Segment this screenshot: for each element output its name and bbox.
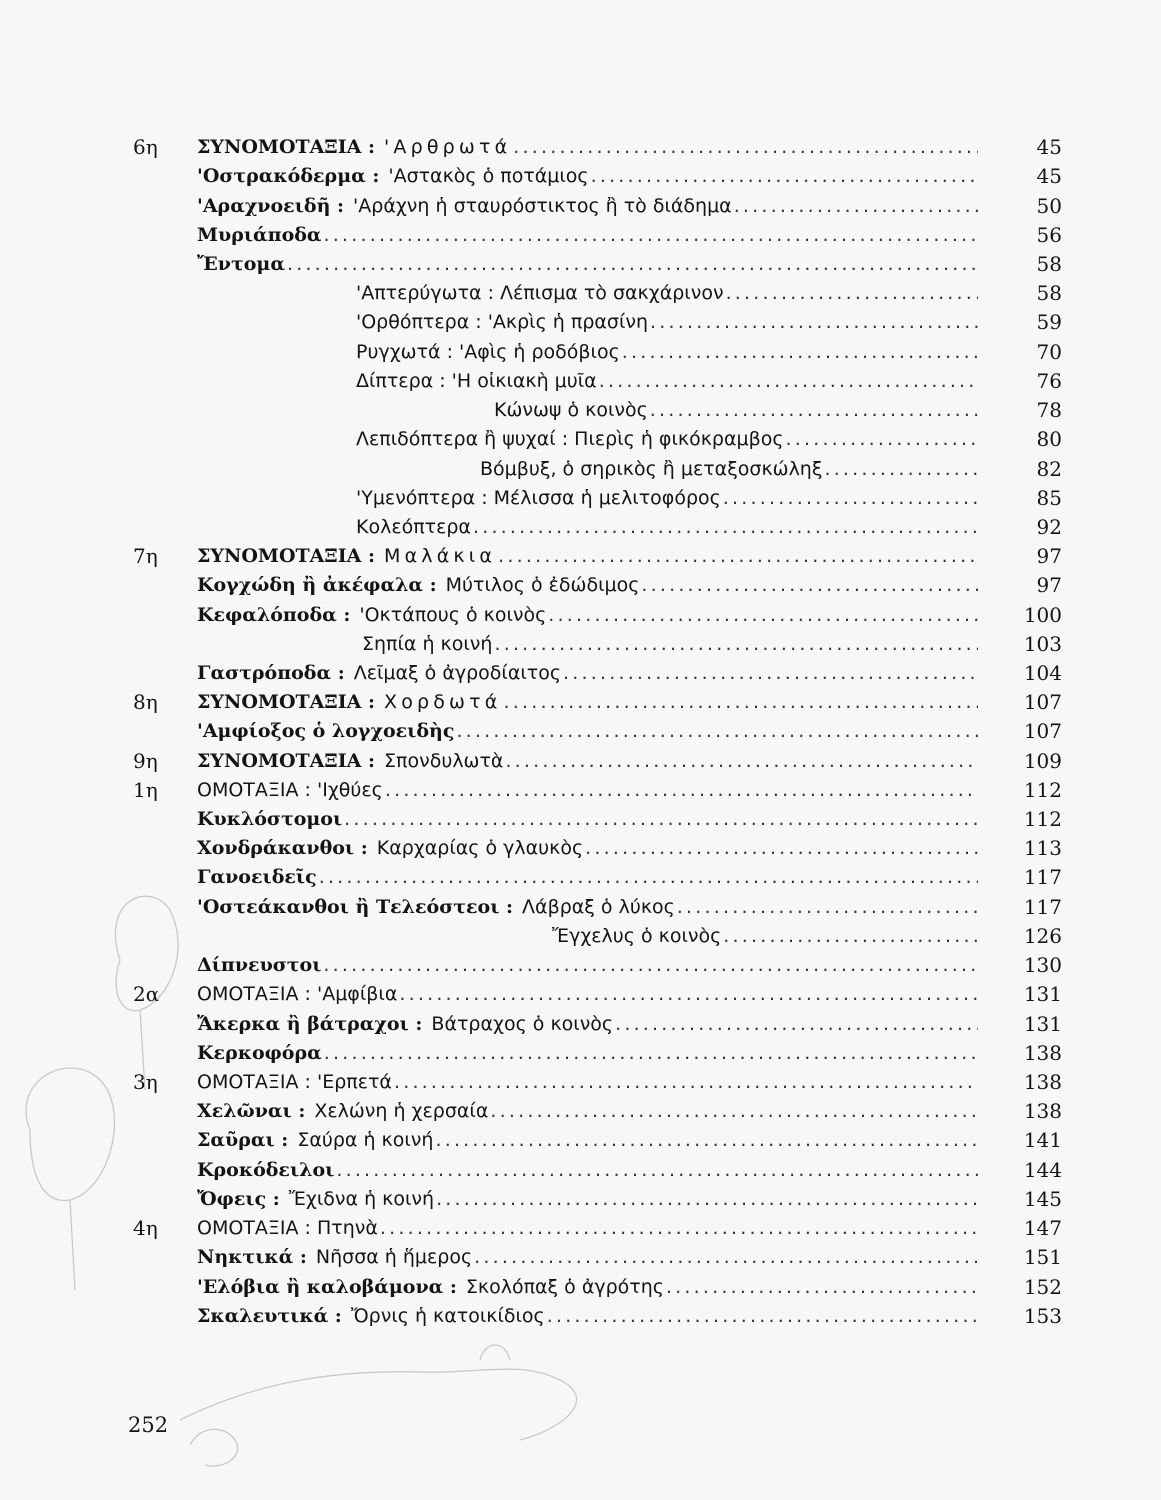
dot-leader xyxy=(385,776,978,805)
toc-entry xyxy=(0,1273,1161,1302)
entry-title xyxy=(197,162,978,191)
dot-leader xyxy=(344,805,978,834)
page-ref: 45 xyxy=(1036,135,1062,159)
page-ref: 45 xyxy=(1036,164,1062,188)
page-ref: 113 xyxy=(1023,836,1062,860)
dot-leader xyxy=(456,717,978,746)
entry-title xyxy=(356,484,978,513)
entry-heading: Γανοειδεῖς xyxy=(197,866,317,888)
entry-heading: Κυκλόστομοι xyxy=(197,808,343,830)
dot-leader xyxy=(380,1214,978,1243)
entry-heading: 'Οστρακόδερμα : xyxy=(197,165,380,187)
toc-entry xyxy=(0,1068,1161,1097)
entry-title xyxy=(197,133,978,162)
section-number: 1η xyxy=(133,778,158,802)
dot-leader xyxy=(473,513,978,542)
page-ref: 97 xyxy=(1036,573,1062,597)
entry-text: Μαλάκια xyxy=(384,545,497,567)
page-ref: 50 xyxy=(1036,194,1062,218)
page-ref: 85 xyxy=(1036,486,1062,510)
entry-text: Λάβραξ ὁ λύκος xyxy=(522,896,675,918)
dot-leader xyxy=(585,834,978,863)
dot-leader xyxy=(824,455,978,484)
entry-text: Ὄρνις ἡ κατοικίδιος xyxy=(350,1305,545,1327)
page-ref: 59 xyxy=(1036,310,1062,334)
entry-text: ΟΜΟΤΑΞΙΑ : 'Ιχθύες xyxy=(197,779,383,801)
entry-title xyxy=(356,425,978,454)
entry-text: Βόμβυξ, ὁ σηρικὸς ἢ μεταξοσκώληξ xyxy=(480,458,823,480)
page-ref: 104 xyxy=(1023,661,1062,685)
dot-leader xyxy=(474,1243,978,1272)
entry-text: Λεῖμαξ ὁ ἀγροδίαιτος xyxy=(353,662,562,684)
entry-heading: ΣΥΝΟΜΟΤΑΞΙΑ : xyxy=(197,750,376,772)
entry-title xyxy=(197,893,978,922)
entry-heading: Σκαλευτικά : xyxy=(197,1305,342,1327)
page-ref: 152 xyxy=(1023,1275,1062,1299)
entry-title xyxy=(552,922,978,951)
entry-text: 'Αρθρωτά xyxy=(384,136,512,158)
entry-heading: Ὄφεις : xyxy=(197,1188,280,1210)
dot-leader xyxy=(563,659,978,688)
entry-heading: Ἔντομα xyxy=(197,253,285,275)
entry-heading: Κερκοφόρα xyxy=(197,1042,322,1064)
entry-title xyxy=(197,571,978,600)
toc-entry xyxy=(0,980,1161,1009)
dot-leader xyxy=(505,747,978,776)
entry-title xyxy=(197,776,978,805)
entry-heading: Χελῶναι : xyxy=(197,1100,306,1122)
entry-title xyxy=(197,863,978,892)
toc-entry xyxy=(0,747,1161,776)
entry-text: ΟΜΟΤΑΞΙΑ : 'Ερπετά xyxy=(197,1071,392,1093)
entry-text: Δίπτερα : 'Η οἰκιακὴ μυῖα xyxy=(356,370,597,392)
toc-entry xyxy=(0,805,1161,834)
entry-title xyxy=(197,1156,978,1185)
entry-text: ΟΜΟΤΑΞΙΑ : Πτηνὰ xyxy=(197,1217,378,1239)
entry-text: 'Οκτάπους ὁ κοινὸς xyxy=(359,604,547,626)
entry-text: Ρυγχωτά : 'Αφὶς ἡ ροδόβιος xyxy=(356,341,620,363)
entry-heading: 'Αραχνοειδῆ : xyxy=(197,195,345,217)
dot-leader xyxy=(435,1126,978,1155)
entry-heading: Νηκτικά : xyxy=(197,1246,307,1268)
toc-entry xyxy=(0,542,1161,571)
toc-entry xyxy=(0,367,1161,396)
dot-leader xyxy=(785,425,978,454)
toc-entry xyxy=(0,834,1161,863)
page-ref: 117 xyxy=(1023,865,1062,889)
toc-entry xyxy=(0,717,1161,746)
entry-heading: 'Αμφίοξος ὁ λογχοειδὴς xyxy=(197,720,455,742)
page-ref: 126 xyxy=(1023,924,1062,948)
entry-heading: 'Ελόβια ἢ καλοβάμονα : xyxy=(197,1276,457,1298)
dot-leader xyxy=(503,688,978,717)
page-ref: 78 xyxy=(1036,398,1062,422)
page-ref: 82 xyxy=(1036,457,1062,481)
entry-title xyxy=(362,630,978,659)
entry-heading: Κογχώδη ἢ ἀκέφαλα : xyxy=(197,574,437,596)
dot-leader xyxy=(734,192,978,221)
entry-title xyxy=(197,250,978,279)
toc-entry xyxy=(0,659,1161,688)
entry-heading: Χονδράκανθοι : xyxy=(197,837,368,859)
toc-entry xyxy=(0,630,1161,659)
page-ref: 109 xyxy=(1023,749,1062,773)
toc-entry xyxy=(0,455,1161,484)
entry-text: Σηπία ἡ κοινή xyxy=(362,633,493,655)
entry-title xyxy=(197,601,978,630)
entry-title xyxy=(197,980,978,1009)
page-ref: 76 xyxy=(1036,369,1062,393)
dot-leader xyxy=(723,484,978,513)
dot-leader xyxy=(666,1273,978,1302)
toc-entry xyxy=(0,425,1161,454)
dot-leader xyxy=(650,308,978,337)
page-ref: 58 xyxy=(1036,281,1062,305)
dot-leader xyxy=(323,951,978,980)
page-ref: 117 xyxy=(1023,895,1062,919)
dot-leader xyxy=(287,250,978,279)
dot-leader xyxy=(599,367,978,396)
entry-heading: Σαῦραι : xyxy=(197,1129,289,1151)
entry-heading: Δίπνευστοι xyxy=(197,954,322,976)
toc-entry xyxy=(0,1243,1161,1272)
entry-heading: Ἄκερκα ἢ βάτραχοι : xyxy=(197,1013,423,1035)
dot-leader xyxy=(394,1068,978,1097)
entry-text: 'Αστακὸς ὁ ποτάμιος xyxy=(388,165,589,187)
entry-heading: ΣΥΝΟΜΟΤΑΞΙΑ : xyxy=(197,545,376,567)
entry-text: 'Απτερύγωτα : Λέπισμα τὸ σακχάρινον xyxy=(356,282,724,304)
toc-entry xyxy=(0,396,1161,425)
entry-heading: Κεφαλόποδα : xyxy=(197,604,351,626)
toc-entry xyxy=(0,1126,1161,1155)
entry-text: Μύτιλος ὁ ἐδώδιμος xyxy=(445,574,640,596)
section-number: 7η xyxy=(133,544,158,568)
toc-entry xyxy=(0,688,1161,717)
dot-leader xyxy=(622,338,978,367)
entry-heading: ΣΥΝΟΜΟΤΑΞΙΑ : xyxy=(197,691,376,713)
dot-leader xyxy=(723,922,978,951)
page-ref: 70 xyxy=(1036,340,1062,364)
entry-title xyxy=(197,1097,978,1126)
toc-entry xyxy=(0,1302,1161,1331)
entry-title xyxy=(197,1068,978,1097)
section-number: 3η xyxy=(133,1070,158,1094)
page-ref: 131 xyxy=(1023,982,1062,1006)
dot-leader xyxy=(677,893,978,922)
page-ref: 92 xyxy=(1036,515,1062,539)
toc-entry xyxy=(0,162,1161,191)
dot-leader xyxy=(494,630,978,659)
entry-title xyxy=(356,338,978,367)
entry-text: Σκολόπαξ ὁ ἀγρότης xyxy=(465,1276,664,1298)
entry-heading: 'Οστεάκανθοι ἢ Τελεόστεοι : xyxy=(197,896,514,918)
entry-title xyxy=(197,659,978,688)
dot-leader xyxy=(591,162,978,191)
page-ref: 147 xyxy=(1023,1216,1062,1240)
entry-title xyxy=(197,805,978,834)
entry-text: Λεπιδόπτερα ἢ ψυχαί : Πιερὶς ἡ φικόκραμβος xyxy=(356,428,784,450)
entry-title xyxy=(197,1273,978,1302)
page-ref: 100 xyxy=(1023,603,1062,627)
entry-heading: ΣΥΝΟΜΟΤΑΞΙΑ : xyxy=(197,136,376,158)
dot-leader xyxy=(498,542,978,571)
page-ref: 144 xyxy=(1023,1158,1062,1182)
entry-text: Χορδωτά xyxy=(384,691,502,713)
dot-leader xyxy=(548,601,978,630)
page-ref: 80 xyxy=(1036,427,1062,451)
entry-heading: Μυριάποδα xyxy=(197,224,322,246)
toc-entry xyxy=(0,893,1161,922)
dot-leader xyxy=(324,1039,978,1068)
entry-text: ΟΜΟΤΑΞΙΑ : 'Αμφίβια xyxy=(197,983,398,1005)
entry-title xyxy=(356,367,978,396)
toc-entry xyxy=(0,1185,1161,1214)
page-ref: 130 xyxy=(1023,953,1062,977)
entry-title xyxy=(494,396,978,425)
page-ref: 153 xyxy=(1023,1304,1062,1328)
entry-text: Χελώνη ἡ χερσαία xyxy=(314,1100,489,1122)
entry-text: 'Αράχνη ἡ σταυρόστικτος ἢ τὸ διάδημα xyxy=(353,195,732,217)
dot-leader xyxy=(324,221,978,250)
toc-entry xyxy=(0,1039,1161,1068)
entry-title xyxy=(356,279,978,308)
toc-entry xyxy=(0,1214,1161,1243)
entry-title xyxy=(197,192,978,221)
entry-text: Νῆσσα ἡ ἥμερος xyxy=(315,1246,473,1268)
entry-title xyxy=(197,542,978,571)
toc-entry xyxy=(0,308,1161,337)
page-ref: 151 xyxy=(1023,1245,1062,1269)
toc-entry xyxy=(0,571,1161,600)
entry-title xyxy=(197,747,978,776)
page-ref: 107 xyxy=(1023,719,1062,743)
toc-entry xyxy=(0,601,1161,630)
page-ref: 58 xyxy=(1036,252,1062,276)
entry-title xyxy=(356,513,978,542)
dot-leader xyxy=(319,863,978,892)
page-ref: 103 xyxy=(1023,632,1062,656)
toc-entry xyxy=(0,922,1161,951)
dot-leader xyxy=(436,1185,978,1214)
entry-title xyxy=(197,1039,978,1068)
dot-leader xyxy=(399,980,978,1009)
section-number: 4η xyxy=(133,1216,158,1240)
entry-text: 'Ορθόπτερα : 'Ακρὶς ἡ πρασίνη xyxy=(356,311,649,333)
entry-title xyxy=(197,1214,978,1243)
toc-entry xyxy=(0,1156,1161,1185)
toc-entry xyxy=(0,1097,1161,1126)
entry-title xyxy=(197,1010,978,1039)
entry-text: Καρχαρίας ὁ γλαυκὸς xyxy=(376,837,584,859)
entry-text: Κολεόπτερα xyxy=(356,516,471,538)
entry-title xyxy=(197,1243,978,1272)
entry-text: Ἔχιδνα ἡ κοινή xyxy=(288,1188,435,1210)
toc-entry xyxy=(0,951,1161,980)
entry-text: Βάτραχος ὁ κοινὸς xyxy=(431,1013,614,1035)
dot-leader xyxy=(513,133,978,162)
entry-text: Σαύρα ἡ κοινή xyxy=(297,1129,434,1151)
toc-entry xyxy=(0,192,1161,221)
page-ref: 145 xyxy=(1023,1187,1062,1211)
entry-heading: Γαστρόποδα : xyxy=(197,662,345,684)
dot-leader xyxy=(641,571,978,600)
toc-entry xyxy=(0,513,1161,542)
page-ref: 138 xyxy=(1023,1041,1062,1065)
toc-entry xyxy=(0,1010,1161,1039)
entry-text: Ἔγχελυς ὁ κοινὸς xyxy=(552,925,722,947)
dot-leader xyxy=(726,279,978,308)
toc-entry xyxy=(0,776,1161,805)
entry-text: 'Υμενόπτερα : Μέλισσα ἡ μελιτοφόρος xyxy=(356,487,721,509)
entry-title xyxy=(197,221,978,250)
toc-entry xyxy=(0,279,1161,308)
toc-entry xyxy=(0,863,1161,892)
section-number: 2α xyxy=(133,982,160,1006)
entry-title xyxy=(197,717,978,746)
entry-title xyxy=(197,1126,978,1155)
entry-title xyxy=(356,308,978,337)
page-ref: 97 xyxy=(1036,544,1062,568)
section-number: 8η xyxy=(133,690,158,714)
toc-entry xyxy=(0,133,1161,162)
toc-entry xyxy=(0,338,1161,367)
page-ref: 112 xyxy=(1023,807,1062,831)
dot-leader xyxy=(490,1097,978,1126)
page-ref: 138 xyxy=(1023,1099,1062,1123)
entry-title xyxy=(197,688,978,717)
dot-leader xyxy=(650,396,978,425)
toc-entry xyxy=(0,221,1161,250)
page-ref: 131 xyxy=(1023,1012,1062,1036)
page-ref: 112 xyxy=(1023,778,1062,802)
section-number: 9η xyxy=(133,749,158,773)
section-number: 6η xyxy=(133,135,158,159)
entry-text: Σπονδυλωτὰ xyxy=(384,750,504,772)
entry-title xyxy=(480,455,978,484)
page-ref: 107 xyxy=(1023,690,1062,714)
dot-leader xyxy=(336,1156,978,1185)
entry-title xyxy=(197,951,978,980)
entry-title xyxy=(197,834,978,863)
entry-title xyxy=(197,1302,978,1331)
entry-text: Κώνωψ ὁ κοινὸς xyxy=(494,399,648,421)
page-number: 252 xyxy=(128,1413,169,1437)
entry-title xyxy=(197,1185,978,1214)
dot-leader xyxy=(547,1302,978,1331)
entry-heading: Κροκόδειλοι xyxy=(197,1159,335,1181)
toc-entry xyxy=(0,250,1161,279)
page-ref: 138 xyxy=(1023,1070,1062,1094)
page-ref: 56 xyxy=(1036,223,1062,247)
dot-leader xyxy=(615,1010,978,1039)
page-ref: 141 xyxy=(1023,1128,1062,1152)
toc-entry xyxy=(0,484,1161,513)
